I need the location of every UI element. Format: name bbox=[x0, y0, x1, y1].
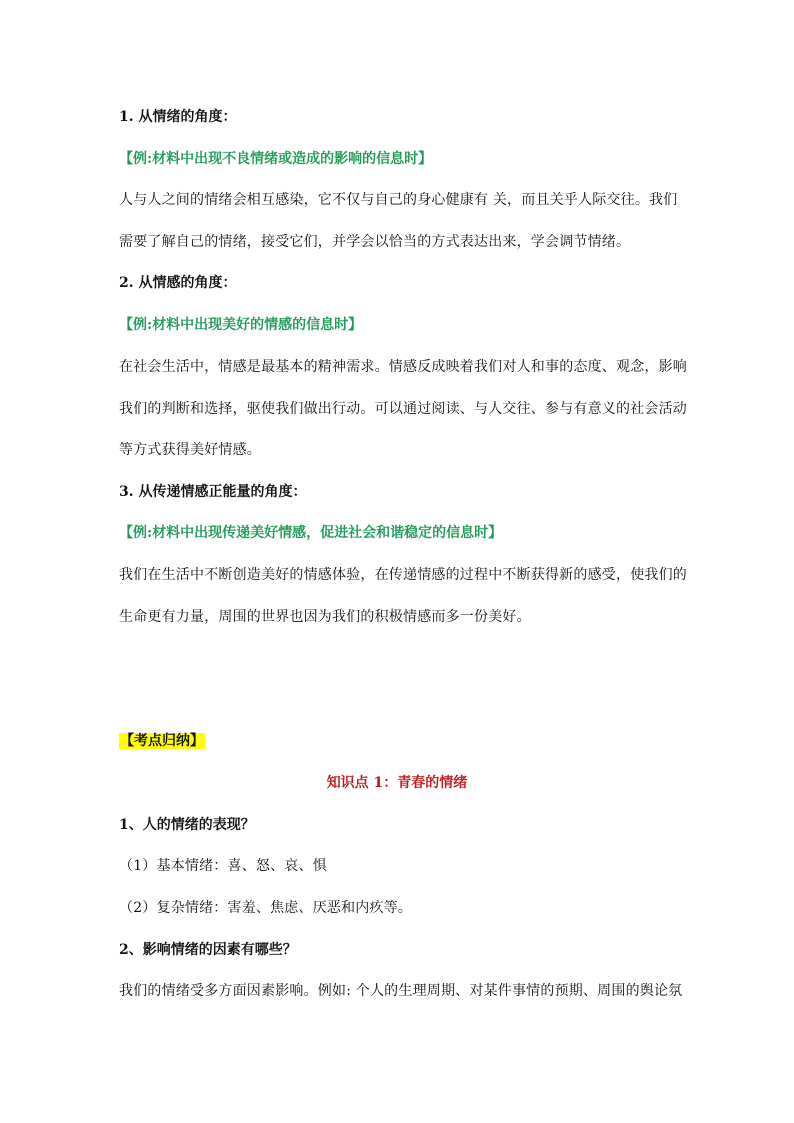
section2-example-tag: 【例:材料中出现美好的情感的信息时】 bbox=[119, 317, 363, 333]
summary-tag-highlight: 【考点归纳】 bbox=[120, 733, 204, 749]
section2-line-1: 在社会生活中，情感是最基本的精神需求。情感反成映着我们对人和事的态度、观念，影响 bbox=[119, 359, 687, 375]
summary-tag bbox=[119, 732, 205, 750]
question-1-item-2: （2）复杂情绪：害羞、焦虑、厌恶和内疚等。 bbox=[119, 900, 413, 916]
question-1-heading: 1、人的情绪的表现？ bbox=[119, 817, 255, 833]
section2-heading: 2. 从情感的角度： bbox=[119, 275, 237, 291]
section3-example-tag: 【例:材料中出现传递美好情感，促进社会和谐稳定的信息时】 bbox=[119, 525, 503, 541]
section3-line-1: 我们在生活中不断创造美好的情感体验，在传递情感的过程中不断获得新的感受，使我们的 bbox=[119, 567, 687, 583]
section1-line-1: 人与人之间的情绪会相互感染，它不仅与自己的身心健康有 关，而且关乎人际交往。我们 bbox=[119, 192, 678, 208]
section3-line-2: 生命更有力量，周围的世界也因为我们的积极情感而多一份美好。 bbox=[119, 609, 531, 625]
question-2-heading: 2、影响情绪的因素有哪些？ bbox=[119, 942, 297, 958]
section1-line-2: 需要了解自己的情绪，接受它们，并学会以恰当的方式表达出来，学会调节情绪。 bbox=[119, 234, 631, 250]
section3-heading: 3. 从传递情感正能量的角度： bbox=[119, 484, 307, 500]
question-1-item-1: （1）基本情绪：喜、怒、哀、惧 bbox=[119, 858, 327, 874]
section2-line-2: 我们的判断和选择，驱使我们做出行动。可以通过阅读、与人交往、参与有意义的社会活动 bbox=[119, 401, 687, 417]
question-2-line-1: 我们的情绪受多方面因素影响。例如: 个人的生理周期、对某件事情的预期、周围的舆论氛 bbox=[119, 983, 683, 999]
knowledge-point-title: 知识点 1：青春的情绪 bbox=[326, 775, 468, 791]
section1-example-tag: 【例:材料中出现不良情绪或造成的影响的信息时】 bbox=[119, 151, 433, 167]
section1-heading: 1. 从情绪的角度： bbox=[119, 109, 237, 125]
section2-line-3: 等方式获得美好情感。 bbox=[119, 442, 261, 458]
